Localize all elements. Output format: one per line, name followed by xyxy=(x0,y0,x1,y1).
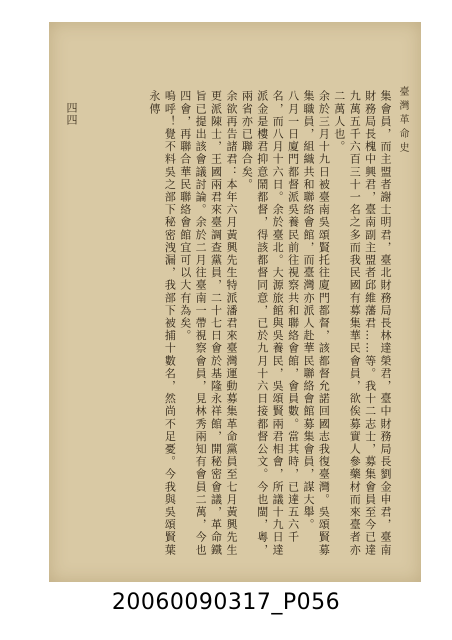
page-number: 四四 xyxy=(65,102,78,126)
paragraph: 余欲再告諸君：本年六月黃興先生特派潘君來臺灣運動募集革命黨員至七月黃興先生更派陳士，王國兩君來臺調查黨員，二十七日會於基隆永祥館，開秘密會議，革命鐵旨已提出該會議討論。余於二月往臺南一帶視察會員，見林秀兩知有會員二萬，今也四會，再聯合華民聯絡會館宜可以大有為矣。 xyxy=(178,90,238,557)
image-id-caption: 20060090317_P056 xyxy=(111,590,341,615)
paragraph: 八月一日廈門都督派吳養民前往視察共和聯絡會館，會員數。當其時，已達五六千名，而八月十六日。余於臺北。大源旅館與吳養民，吳頌賢兩君相會，所議十九日達派金是樓君抑意鬧都督，得該都督同意，已於九月十六日接都督公文。今也閩，粵，兩省亦已聯合矣。 xyxy=(240,90,300,557)
paragraph: 嗚呼！覺不料吳之部下秘密洩漏，我部下被捕十數名，然尚不足憂。今我與吳頌賢葉永傳 xyxy=(147,90,177,557)
paragraph: 余於三月十九日被臺南吳頌賢托往廈門都督，該都督允諾回國志我復臺灣。吳頌賢募集職員，組織共和聯絡會館，而臺灣亦派人赴華民聯絡會館募集會員，謀大舉。 xyxy=(301,90,331,557)
paragraph: 集會員，而主盟者謝士明君，臺北財務局長林達榮君，臺中財務局長劉金申君，臺南財務局長槐中興君，臺南副主盟者邱維藩君……等。我十二志士，募集會員至今已達九萬五千六百三十一名之多而我民國有募集華民會員，欲俟募實人參藥材而來臺者亦二萬人也。 xyxy=(332,90,392,557)
book-page xyxy=(49,22,421,582)
running-head: 臺灣革命史 xyxy=(397,86,408,156)
body-text xyxy=(71,90,393,560)
